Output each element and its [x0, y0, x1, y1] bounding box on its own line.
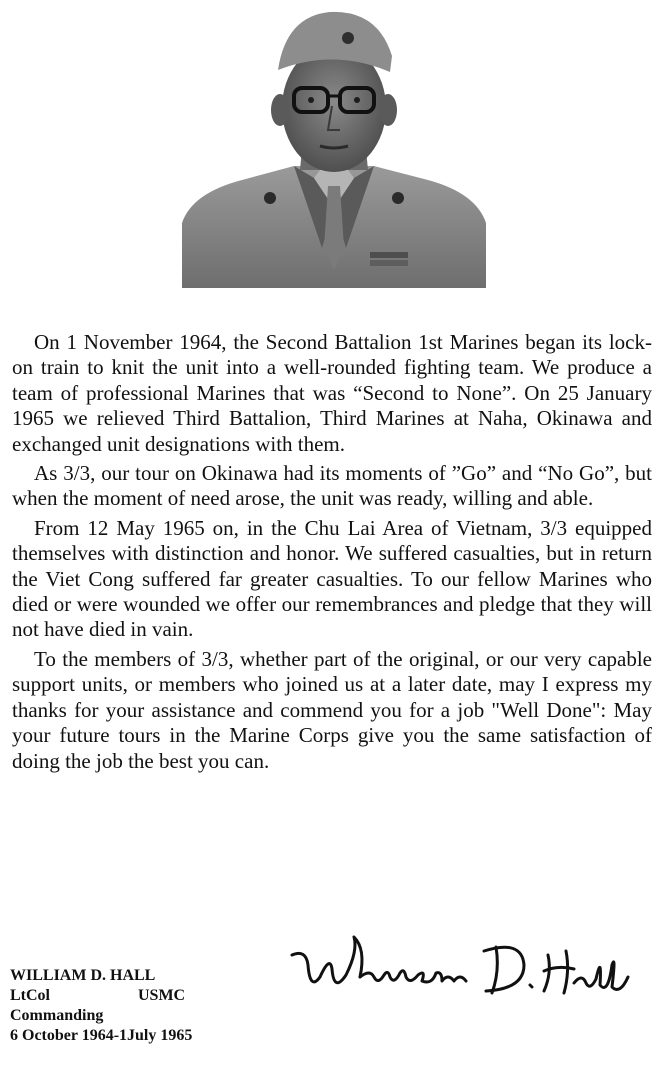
signer-rank: LtCol: [10, 987, 50, 1004]
command-dates: 6 October 1964-1July 1965: [10, 1027, 193, 1044]
signer-branch: USMC: [138, 987, 186, 1004]
letter-paragraph: As 3/3, our tour on Okinawa had its moments of ”Go” and “No Go”, but when the moment of need arose, the unit was ready, willing and able.: [12, 461, 652, 511]
letter-paragraph: From 12 May 1965 on, in the Chu Lai Area of Vietnam, 3/3 equipped themselves with distinction and honor. We suffered casualties, but in return the Viet Cong suffered far greater casualties. To our fellow Marines who died or were wounded we offer our remembrances and pledge that they will not have died in vain.: [12, 515, 652, 642]
signer-role: Commanding: [10, 1007, 104, 1024]
signer-name: WILLIAM D. HALL: [10, 967, 156, 984]
letter-paragraph: On 1 November 1964, the Second Battalion 1st Marines began its lock-on train to knit the unit into a well-rounded fighting team. We produce a team of professional Marines that was “Second to None”. On 25 January 1965 we relieved Third Battalion, Third Marines at Naha, Okinawa and exchanged unit designations with them.: [12, 330, 652, 456]
letter-body: [12, 330, 652, 778]
handwritten-signature: [286, 925, 636, 1005]
portrait-photo: [182, 8, 486, 288]
signature-block: [10, 966, 192, 1046]
signer-rank-row: [10, 986, 192, 1006]
letter-paragraph: To the members of 3/3, whether part of the original, or our very capable support units, or members who joined us at a later date, may I express my thanks for your assistance and commend you for a job "Well Done": May your future tours in the Marine Corps give you the same satisfaction of doing the job the best you can.: [12, 646, 652, 773]
